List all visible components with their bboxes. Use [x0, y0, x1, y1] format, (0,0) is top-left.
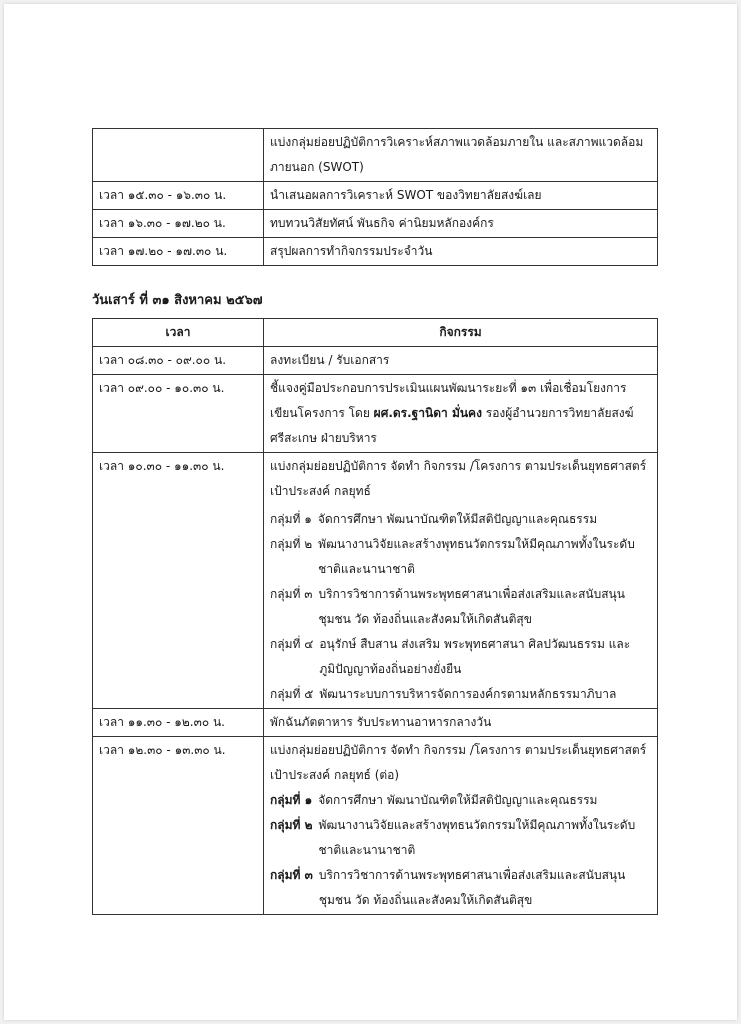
table-row [93, 129, 658, 182]
time-cell [93, 129, 264, 182]
group-text: พัฒนาระบบการบริหารจัดการองค์กรตามหลักธรรมาภิบาล [319, 687, 617, 701]
time-cell: เวลา ๑๗.๒๐ - ๑๗.๓๐ น. [93, 238, 264, 266]
table-row [93, 709, 658, 737]
table-row [93, 182, 658, 210]
group-item [270, 532, 651, 582]
group-item [270, 582, 651, 632]
activity-cell: แบ่งกลุ่มย่อยปฏิบัติการวิเคราะห์สภาพแวดล้อมภายใน และสภาพแวดล้อมภายนอก (SWOT) [264, 129, 658, 182]
group-label: กลุ่มที่ ๕ [270, 687, 314, 701]
document-page [4, 4, 737, 1020]
time-cell: เวลา ๑๐.๓๐ - ๑๑.๓๐ น. [93, 453, 264, 709]
time-cell: เวลา ๐๘.๓๐ - ๐๙.๐๐ น. [93, 347, 264, 375]
group-text: จัดการศึกษา พัฒนาบัณฑิตให้มีสติปัญญาและคุณธรรม [318, 793, 598, 807]
activity-intro: แบ่งกลุ่มย่อยปฏิบัติการ จัดทำ กิจกรรม /โครงการ ตามประเด็นยุทธศาสตร์ เป้าประสงค์ กลยุทธ์ (ต่อ) [270, 743, 647, 782]
activity-cell: ลงทะเบียน / รับเอกสาร [264, 347, 658, 375]
group-text: จัดการศึกษา พัฒนาบัณฑิตให้มีสติปัญญาและคุณธรรม [317, 512, 598, 526]
activity-cell: สรุปผลการทำกิจกรรมประจำวัน [264, 238, 658, 266]
group-label: กลุ่มที่ ๑ [270, 793, 313, 807]
group-label: กลุ่มที่ ๑ [270, 512, 312, 526]
group-text: พัฒนางานวิจัยและสร้างพุทธนวัตกรรมให้มีคุณภาพทั้งในระดับชาติและนานาชาติ [318, 537, 635, 576]
group-item [270, 863, 651, 913]
table-row [93, 347, 658, 375]
group-item [270, 632, 651, 682]
activity-intro: แบ่งกลุ่มย่อยปฏิบัติการ จัดทำ กิจกรรม /โครงการ ตามประเด็นยุทธศาสตร์ เป้าประสงค์ กลยุทธ์ [270, 459, 647, 498]
group-label: กลุ่มที่ ๒ [270, 818, 313, 832]
activity-cell: ทบทวนวิสัยทัศน์ พันธกิจ ค่านิยมหลักองค์กร [264, 210, 658, 238]
time-cell: เวลา ๑๕.๓๐ - ๑๖.๓๐ น. [93, 182, 264, 210]
group-label: กลุ่มที่ ๓ [270, 868, 313, 882]
time-cell: เวลา ๑๒.๓๐ - ๑๓.๓๐ น. [93, 737, 264, 915]
table-row [93, 238, 658, 266]
time-cell: เวลา ๐๙.๐๐ - ๑๐.๓๐ น. [93, 375, 264, 453]
group-item [270, 788, 651, 813]
table-row [93, 453, 658, 709]
schedule-table-continued [92, 128, 658, 266]
day-heading: วันเสาร์ ที่ ๓๑ สิงหาคม ๒๕๖๗ [92, 293, 263, 308]
group-item [270, 507, 651, 532]
header-activity: กิจกรรม [264, 319, 658, 347]
activity-text: ชี้แจงคู่มือประกอบการประเมินแผนพัฒนาระยะที่ ๑๓ เพื่อเชื่อมโยงการเขียนโครงการ โดย [270, 381, 627, 420]
activity-cell [264, 453, 658, 709]
schedule-table-saturday [92, 318, 658, 915]
table-header-row [93, 319, 658, 347]
group-item [270, 682, 651, 707]
group-item [270, 813, 651, 863]
speaker-name: ผศ.ดร.ฐานิดา มั่นคง [373, 406, 482, 420]
table-row [93, 210, 658, 238]
table-row [93, 737, 658, 915]
time-cell: เวลา ๑๑.๓๐ - ๑๒.๓๐ น. [93, 709, 264, 737]
group-text: บริการวิชาการด้านพระพุทธศาสนาเพื่อส่งเสริมและสนับสนุน ชุมชน วัด ท้องถิ่นและสังคมให้เกิดสันติสุข [318, 868, 626, 907]
header-time: เวลา [93, 319, 264, 347]
group-text: พัฒนางานวิจัยและสร้างพุทธนวัตกรรมให้มีคุณภาพทั้งในระดับชาติและนานาชาติ [318, 818, 636, 857]
group-label: กลุ่มที่ ๔ [270, 637, 314, 651]
table-row [93, 375, 658, 453]
group-label: กลุ่มที่ ๒ [270, 537, 313, 551]
activity-cell: นำเสนอผลการวิเคราะห์ SWOT ของวิทยาลัยสงฆ์เลย [264, 182, 658, 210]
activity-cell [264, 375, 658, 453]
group-label: กลุ่มที่ ๓ [270, 587, 313, 601]
time-cell: เวลา ๑๖.๓๐ - ๑๗.๒๐ น. [93, 210, 264, 238]
speaker-title: รองผู้อำนวยการวิทยาลัยสงฆ์ศรีสะเกษ ฝ่ายบริหาร [270, 406, 634, 445]
document-content [92, 128, 657, 915]
group-text: อนุรักษ์ สืบสาน ส่งเสริม พระพุทธศาสนา ศิลปวัฒนธรรม และภูมิปัญญาท้องถิ่นอย่างยั่งยืน [319, 637, 631, 676]
activity-cell [264, 737, 658, 915]
group-text: บริการวิชาการด้านพระพุทธศาสนาเพื่อส่งเสริมและสนับสนุน ชุมชน วัด ท้องถิ่นและสังคมให้เกิดสันติสุข [318, 587, 625, 626]
activity-cell: พักฉันภัตตาหาร รับประทานอาหารกลางวัน [264, 709, 658, 737]
